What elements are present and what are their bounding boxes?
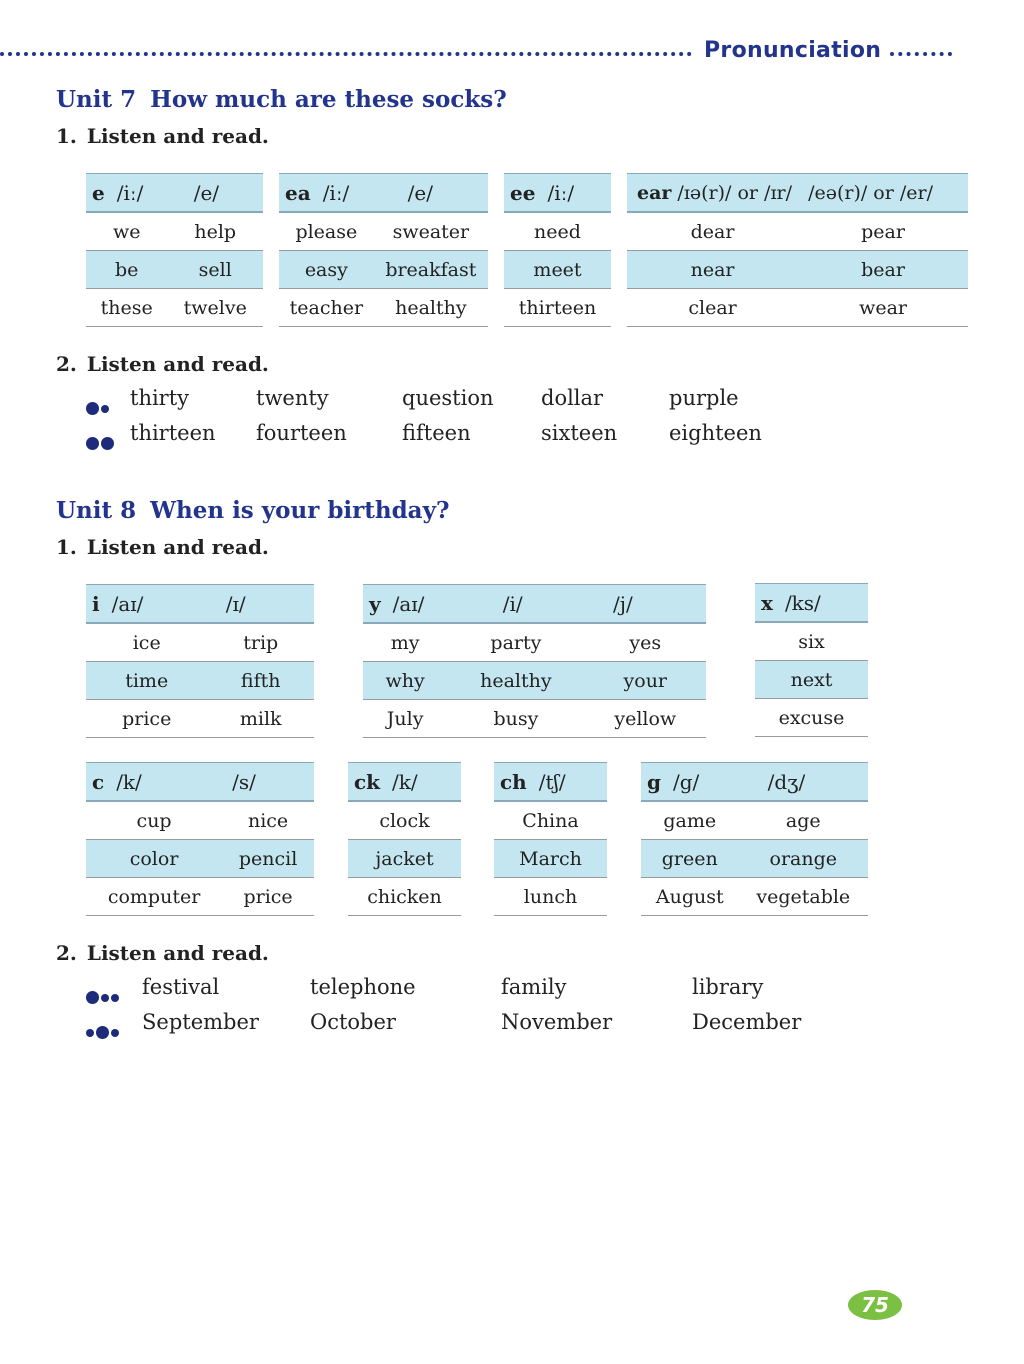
stress-pattern-icon (86, 1019, 121, 1033)
unit7-section1-label: Listen and read. (86, 124, 269, 148)
word: November (501, 1010, 613, 1034)
table-row (86, 840, 314, 878)
header-title: Pronunciation (704, 38, 882, 63)
word: we (86, 212, 167, 251)
table-header (279, 174, 488, 213)
table-letter: ck (354, 769, 381, 794)
stress-row-oo (0, 386, 1024, 414)
word: purple (669, 386, 739, 410)
sound-symbol: /iː/ (322, 180, 350, 205)
word: next (755, 661, 868, 699)
table-header (86, 763, 314, 802)
header-dotted-rule-right (890, 52, 952, 56)
sound-symbol: /iː/ (547, 180, 575, 205)
phonics-table-e (86, 173, 263, 327)
table-row (86, 251, 263, 289)
unit8-heading (56, 497, 449, 524)
unit8-title: When is your birthday? (150, 497, 450, 524)
word: why (363, 662, 447, 700)
stress-pattern-icon (86, 984, 121, 998)
unit7-section2-label: Listen and read. (86, 352, 269, 376)
table-row (641, 801, 868, 840)
unit8-section2-number: 2. (56, 941, 77, 965)
table-row (494, 878, 607, 916)
word: festival (142, 975, 220, 999)
word: March (494, 840, 607, 878)
sound-symbol: /tʃ/ (538, 769, 566, 794)
word: thirteen (130, 421, 216, 445)
sound-symbol: /g/ (672, 769, 700, 794)
stress-row-OO (0, 421, 1024, 449)
table-letter: x (761, 590, 773, 615)
unit7-section1-number: 1. (56, 124, 77, 148)
sound-symbol: /k/ (392, 769, 418, 794)
table-header (494, 763, 607, 802)
table-row (494, 801, 607, 840)
word: pear (798, 212, 968, 251)
stress-pattern-icon (86, 395, 111, 409)
word: sweater (374, 212, 488, 251)
word: dear (627, 212, 798, 251)
sound-symbol: /k/ (116, 769, 142, 794)
table-letter: g (647, 769, 661, 794)
sound-symbol: /dʒ/ (767, 769, 806, 794)
word: twelve (167, 289, 263, 327)
sound-symbol: /ɪ/ (225, 591, 246, 616)
phonics-table-c (86, 762, 314, 916)
unit8-number: Unit 8 (56, 497, 137, 524)
table-row (279, 251, 488, 289)
table-header (348, 763, 461, 802)
sound-symbol: /iː/ (116, 180, 144, 205)
word: December (692, 1010, 802, 1034)
unit7-title: How much are these socks? (150, 86, 507, 113)
word: cup (86, 801, 222, 840)
phonics-table-x (755, 583, 868, 737)
table-row (86, 878, 314, 916)
word: chicken (348, 878, 461, 916)
stress-row-Ooo (0, 975, 1024, 1003)
word: yes (585, 623, 706, 662)
sound-symbol: /ɪə(r)/ or /ɪr/ (677, 181, 793, 204)
word: six (755, 622, 868, 661)
word: be (86, 251, 167, 289)
word: these (86, 289, 167, 327)
word: healthy (447, 662, 584, 700)
phonics-table-ch (494, 762, 607, 916)
word: green (641, 840, 739, 878)
table-row (504, 289, 611, 327)
table-letter: ea (285, 180, 311, 205)
phonics-table-ee (504, 173, 611, 327)
table-letter: c (92, 769, 105, 794)
phonics-table-g (641, 762, 868, 916)
table-row (755, 699, 868, 737)
phonics-table-ear (627, 173, 968, 327)
table-row (641, 878, 868, 916)
phonics-table-i (86, 584, 314, 738)
word: your (585, 662, 706, 700)
word: fourteen (256, 421, 347, 445)
table-row (363, 662, 706, 700)
sound-symbol: /aɪ/ (392, 591, 425, 616)
word: price (86, 700, 207, 738)
word: near (627, 251, 798, 289)
sound-symbol: /s/ (232, 769, 256, 794)
word: vegetable (739, 878, 868, 916)
word: thirteen (504, 289, 611, 327)
word: wear (798, 289, 968, 327)
word: time (86, 662, 207, 700)
word: nice (222, 801, 314, 840)
header-dotted-rule-left (0, 52, 692, 56)
word: clock (348, 801, 461, 840)
word: dollar (541, 386, 604, 410)
word: telephone (310, 975, 416, 999)
word: family (501, 975, 567, 999)
word: library (692, 975, 764, 999)
word: orange (739, 840, 868, 878)
unit8-section2-label: Listen and read. (86, 941, 269, 965)
table-row (627, 212, 968, 251)
unit7-number: Unit 7 (56, 86, 137, 113)
word: busy (447, 700, 584, 738)
table-row (279, 289, 488, 327)
table-header (86, 585, 314, 624)
word: July (363, 700, 447, 738)
table-row (363, 700, 706, 738)
table-row (494, 840, 607, 878)
word: age (739, 801, 868, 840)
unit8-section1-title (56, 535, 269, 559)
word: sell (167, 251, 263, 289)
table-row (627, 251, 968, 289)
table-row (86, 700, 314, 738)
table-letter: ch (500, 769, 527, 794)
sound-symbol: /e/ (193, 180, 220, 205)
word: need (504, 212, 611, 251)
table-header (627, 174, 968, 213)
unit7-heading (56, 86, 507, 113)
word: healthy (374, 289, 488, 327)
sound-symbol: /ks/ (784, 590, 821, 615)
table-letter: y (369, 591, 381, 616)
sound-symbol: /aɪ/ (111, 591, 144, 616)
word: color (86, 840, 222, 878)
table-row (363, 623, 706, 662)
unit8-section2-title (56, 941, 269, 965)
table-letter: ee (510, 180, 536, 205)
unit8-section1-label: Listen and read. (86, 535, 269, 559)
table-header (86, 174, 263, 213)
table-row (348, 840, 461, 878)
word: yellow (585, 700, 706, 738)
table-row (755, 661, 868, 699)
word: China (494, 801, 607, 840)
word: price (222, 878, 314, 916)
word: jacket (348, 840, 461, 878)
table-header (363, 585, 706, 624)
table-row (641, 840, 868, 878)
word: excuse (755, 699, 868, 737)
word: trip (207, 623, 314, 662)
word: my (363, 623, 447, 662)
table-row (348, 878, 461, 916)
phonics-table-ea (279, 173, 488, 327)
table-row (86, 662, 314, 700)
table-row (755, 622, 868, 661)
word: October (310, 1010, 396, 1034)
word: twenty (256, 386, 329, 410)
word: computer (86, 878, 222, 916)
unit7-section2-number: 2. (56, 352, 77, 376)
word: please (279, 212, 374, 251)
unit7-section1-title (56, 124, 269, 148)
word: easy (279, 251, 374, 289)
word: lunch (494, 878, 607, 916)
table-row (348, 801, 461, 840)
word: clear (627, 289, 798, 327)
word: teacher (279, 289, 374, 327)
table-letter: ear (637, 181, 672, 204)
table-letter: e (92, 180, 105, 205)
table-row (504, 251, 611, 289)
word: party (447, 623, 584, 662)
page-number-badge: 75 (848, 1290, 902, 1320)
word: pencil (222, 840, 314, 878)
word: help (167, 212, 263, 251)
table-row (86, 801, 314, 840)
word: question (402, 386, 494, 410)
word: milk (207, 700, 314, 738)
word: fifteen (402, 421, 471, 445)
sound-symbol: /i/ (502, 591, 523, 616)
phonics-table-y (363, 584, 706, 738)
word: August (641, 878, 739, 916)
word: game (641, 801, 739, 840)
table-row (279, 212, 488, 251)
table-letter: i (92, 591, 100, 616)
phonics-table-ck (348, 762, 461, 916)
unit8-section1-number: 1. (56, 535, 77, 559)
stress-pattern-icon (86, 430, 116, 444)
unit7-section2-title (56, 352, 269, 376)
table-row (86, 623, 314, 662)
table-header (641, 763, 868, 802)
word: September (142, 1010, 259, 1034)
sound-symbol: /eə(r)/ or /er/ (808, 181, 933, 204)
table-row (86, 212, 263, 251)
table-header (504, 174, 611, 213)
stress-row-oOo (0, 1010, 1024, 1038)
word: eighteen (669, 421, 762, 445)
table-header (755, 584, 868, 623)
word: bear (798, 251, 968, 289)
word: thirty (130, 386, 190, 410)
word: ice (86, 623, 207, 662)
table-row (627, 289, 968, 327)
word: fifth (207, 662, 314, 700)
table-row (86, 289, 263, 327)
word: meet (504, 251, 611, 289)
sound-symbol: /j/ (613, 591, 633, 616)
word: breakfast (374, 251, 488, 289)
word: sixteen (541, 421, 618, 445)
table-row (504, 212, 611, 251)
sound-symbol: /e/ (407, 180, 433, 205)
